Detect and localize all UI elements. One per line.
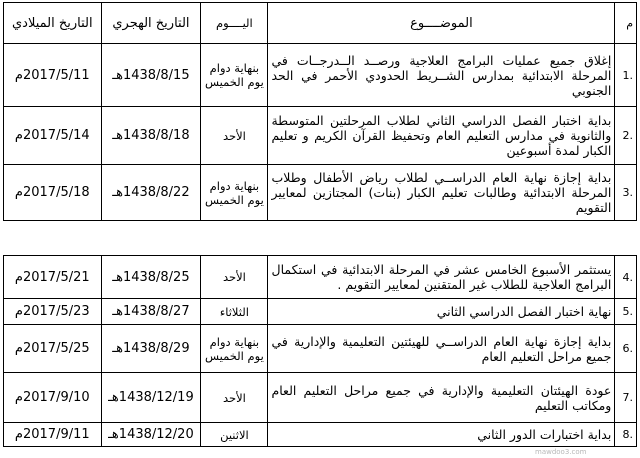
row-gregorian-date: 2017/5/21م [4,256,102,299]
table-row [4,165,637,221]
row-day: بنهاية دوام يوم الخميس [201,44,268,107]
row-number: .8 [622,428,633,441]
table-row [4,373,637,423]
row-day: الأحد [201,373,268,423]
row-gregorian-date: 2017/5/11م [4,44,102,107]
table-row [4,299,637,325]
header-day: اليــــوم [201,3,268,44]
row-topic: عودة الهيئتان التعليمية والإدارية في جميع مراحل التعليم العام ومكاتب التعليم [271,382,612,413]
row-hijri-date: 1438/12/20هـ [101,423,201,447]
row-hijri-date: 1438/8/15هـ [101,44,201,107]
row-hijri-date: 1438/8/18هـ [101,107,201,165]
row-number: .3 [622,186,633,199]
row-day: الأحد [201,256,268,299]
row-gregorian-date: 2017/5/18م [4,165,102,221]
watermark: mawdoo3.com [535,448,587,456]
row-topic: بداية اختبارات الدور الثاني [477,427,612,442]
row-hijri-date: 1438/8/29هـ [101,325,201,373]
row-topic: بداية اختبار الفصل الدراسي الثاني لطلاب المرحلتين المتوسطة والثانوية في مدارس التعليم العام وتحفيظ القرآن الكريم و تعليم الكبار لمدة أسبوعين [271,113,612,158]
row-number: .5 [622,305,633,318]
header-gregorian-date: التاريخ الميلادي [4,3,102,44]
schedule-table-2 [3,255,637,447]
header-topic: الموضــــوع [268,3,615,44]
row-hijri-date: 1438/8/22هـ [101,165,201,221]
row-number: .4 [622,270,633,284]
table-row [4,325,637,373]
table-row [4,256,637,299]
row-day: بنهاية دوام يوم الخميس [201,325,268,373]
table-row [4,423,637,447]
row-number: .7 [622,391,633,404]
table-row [4,44,637,107]
table-row [4,107,637,165]
row-hijri-date: 1438/12/19هـ [101,373,201,423]
header-num: م [615,3,637,44]
row-day: الاثنين [201,423,268,447]
row-topic: بداية إجازة نهاية العام الدراســي لطلاب رياض الأطفال وطلاب المرحلة الابتدائية وطالبات تعليم الكبار (بنات) المجتازين لمعايير التقويم [271,170,612,215]
header-hijri-date: التاريخ الهجري [101,3,201,44]
row-topic: بداية إجازة نهاية العام الدراســي للهيئتين التعليمية والإدارية في جميع مراحل التعليم العام [271,333,612,364]
row-number: .2 [622,129,633,142]
row-gregorian-date: 2017/5/14م [4,107,102,165]
row-number: .1 [622,68,633,82]
row-topic: يستثمر الأسبوع الخامس عشر في المرحلة الابتدائية في استكمال البرامج العلاجية للطلاب غير المتقنين لمعايير التقويم . [271,262,612,292]
row-gregorian-date: 2017/9/10م [4,373,102,423]
row-gregorian-date: 2017/9/11م [4,423,102,447]
row-hijri-date: 1438/8/25هـ [101,256,201,299]
row-topic: نهاية اختبار الفصل الدراسي الثاني [436,304,612,319]
row-number: .6 [622,342,633,355]
row-day: الثلاثاء [201,299,268,325]
header-row [4,3,637,44]
row-day: بنهاية دوام يوم الخميس [201,165,268,221]
row-gregorian-date: 2017/5/23م [4,299,102,325]
row-gregorian-date: 2017/5/25م [4,325,102,373]
schedule-table-1 [3,2,637,221]
row-topic: إغلاق جميع عمليات البرامج العلاجية ورصــد الــدرجــات في المرحلة الابتدائية بمدارس الشــريط الحدودي الأحمر في الحد الجنوبي [271,52,612,98]
row-day: الأحد [201,107,268,165]
row-hijri-date: 1438/8/27هـ [101,299,201,325]
